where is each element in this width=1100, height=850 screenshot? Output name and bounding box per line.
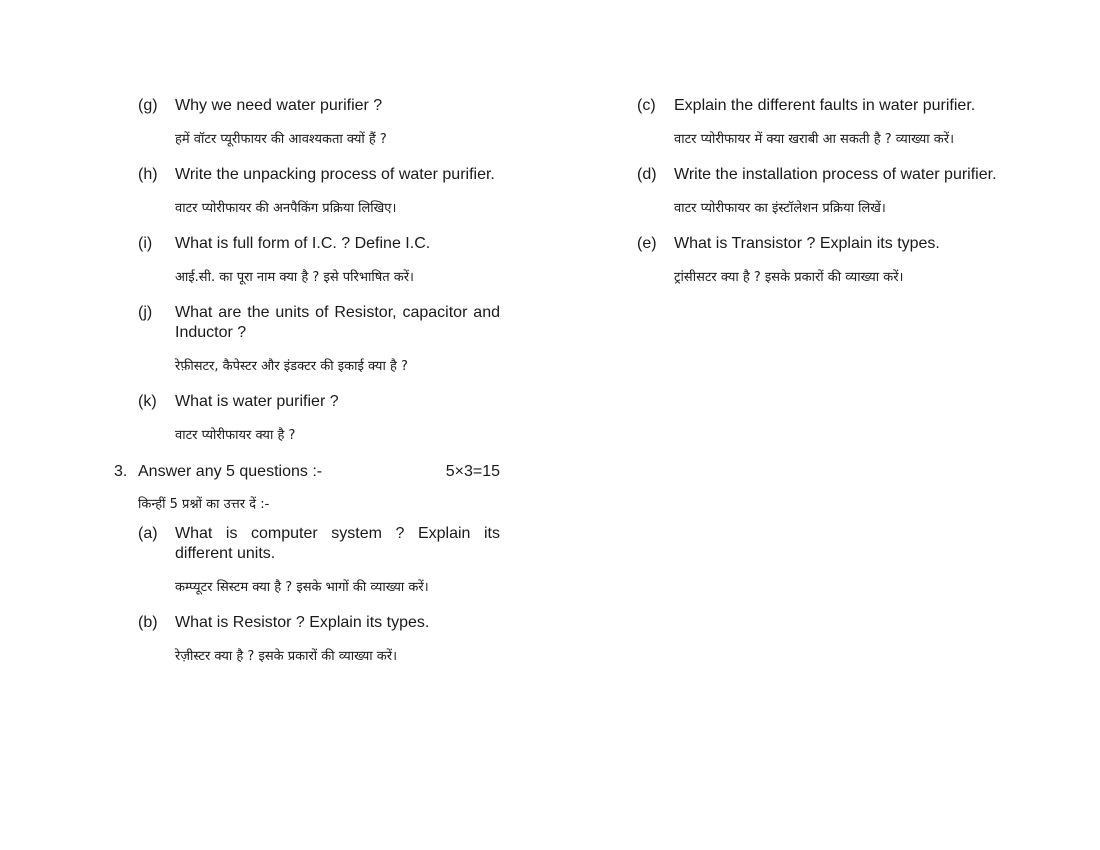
question-label: (g) [138, 97, 158, 114]
question-g [138, 96, 500, 152]
question-a [138, 524, 500, 600]
question-text-en: Write the unpacking process of water purifier. [175, 166, 495, 183]
question-label: (j) [138, 304, 153, 321]
section-title: Answer any 5 questions :- [138, 463, 323, 480]
question-text-en: What is Transistor ? Explain its types. [674, 235, 940, 252]
question-text-hi: ट्रांसीसटर क्या है ? इसके प्रकारों की व्याख्या करें। [674, 270, 904, 285]
left-column [114, 96, 500, 669]
question-text-hi: आई.सी. का पूरा नाम क्या है ? इसे परिभाषित करें। [175, 270, 414, 285]
section-number: 3. [114, 463, 128, 480]
question-text-en: What is computer system ? Explain its different units. [175, 525, 500, 562]
right-column [637, 96, 1000, 290]
question-text-hi: वाटर प्योरीफायर में क्या खराबी आ सकती है ? व्याख्या करें। [674, 132, 955, 147]
section-marks: 5×3=15 [445, 463, 500, 480]
question-text-hi: वाटर प्योरीफायर का इंस्टॉलेशन प्रक्रिया लिखें। [674, 201, 886, 216]
section-3-heading [114, 462, 500, 482]
question-text-en: Why we need water purifier ? [175, 97, 383, 114]
question-label: (k) [138, 393, 157, 410]
question-e [637, 234, 1000, 290]
question-text-en: What is Resistor ? Explain its types. [175, 614, 430, 631]
question-text-en: What is full form of I.C. ? Define I.C. [175, 235, 431, 252]
question-i [138, 234, 500, 290]
question-text-hi: रेज़ीस्टर क्या है ? इसके प्रकारों की व्याख्या करें। [175, 649, 398, 664]
question-text-hi: वाटर प्योरीफायर क्या है ? [175, 428, 296, 443]
question-text-en: What are the units of Resistor, capacitor and Inductor ? [175, 304, 500, 341]
question-text-en: Explain the different faults in water purifier. [674, 97, 976, 114]
question-label: (b) [138, 614, 158, 631]
question-k [138, 392, 500, 448]
question-h [138, 165, 500, 221]
question-text-hi: रेफ़ीसटर, कैपेस्टर और इंडक्टर की इकाई क्या है ? [175, 359, 408, 374]
question-text-hi: वाटर प्योरीफायर की अनपैकिंग प्रक्रिया लिखिए। [175, 201, 397, 216]
question-label: (c) [637, 97, 656, 114]
section-title-hi: किन्हीं 5 प्रश्नों का उत्तर दें :- [138, 497, 270, 512]
question-b [138, 613, 500, 669]
question-text-hi: हमें वॉटर प्यूरीफायर की आवश्यकता क्यों हैं ? [175, 132, 387, 147]
question-label: (d) [637, 166, 657, 183]
question-d [637, 165, 1000, 221]
question-text-en: What is water purifier ? [175, 393, 339, 410]
question-label: (i) [138, 235, 153, 252]
question-label: (e) [637, 235, 657, 252]
question-label: (a) [138, 525, 158, 542]
question-text-en: Write the installation process of water purifier. [674, 166, 997, 183]
question-c [637, 96, 1000, 152]
question-label: (h) [138, 166, 158, 183]
question-j [138, 303, 500, 379]
question-text-hi: कम्प्यूटर सिस्टम क्या है ? इसके भागों की व्याख्या करें। [175, 580, 429, 595]
